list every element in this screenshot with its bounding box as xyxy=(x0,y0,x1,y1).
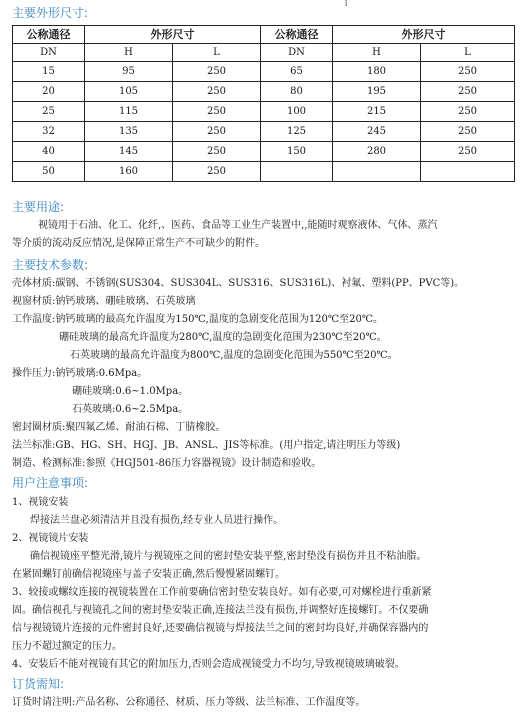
table-cell: 250 xyxy=(173,82,261,102)
note-3-text-4: 压力不超过额定的压力。 xyxy=(12,641,122,652)
top-mark: ǐ xyxy=(345,0,348,8)
dimensions-table xyxy=(12,25,515,182)
table-cell: 50 xyxy=(13,162,85,182)
table-cell: 250 xyxy=(173,142,261,162)
tech-temp-borosilicate: 硼硅玻璃的最高允许温度为280℃,温度的急剧变化范围为230℃至20℃。 xyxy=(59,332,387,343)
tech-pressure-sodalime: 操作压力:钠钙玻璃:0.6Mpa。 xyxy=(12,368,148,379)
table-row xyxy=(13,142,515,162)
table-cell: 280 xyxy=(333,142,421,162)
heading-dimensions: 主要外形尺寸: xyxy=(12,6,89,20)
table-cell: 250 xyxy=(173,62,261,82)
tech-flange-standard: 法兰标准:GB、HG、SH、HGJ、JB、ANSL、JIS等标准。(用户指定,请注明压力等级) xyxy=(12,440,401,451)
heading-tech-params: 主要技术参数: xyxy=(12,258,89,272)
table-cell: 250 xyxy=(421,142,515,162)
tech-window-material: 视窗材质:钠钙玻璃、硼硅玻璃、石英玻璃 xyxy=(12,296,196,307)
table-cell: 105 xyxy=(85,82,173,102)
use-line-2: 等介质的流动反应情况,是保障正常生产不可缺少的附件。 xyxy=(12,238,266,249)
tech-temp-quartz: 石英玻璃的最高允许温度为800℃,温度的急剧变化范围为550℃至20℃。 xyxy=(70,350,398,361)
table-row xyxy=(13,162,515,182)
table-cell: 15 xyxy=(13,62,85,82)
header-outer-size: 外形尺寸 xyxy=(85,26,261,44)
note-4-text: 4、安装后不能对视镜有其它的附加压力,否则会造成视镜受力不均匀,导致视镜玻璃破裂。 xyxy=(12,659,405,670)
heading-main-use: 主要用途: xyxy=(12,200,65,214)
table-cell: 20 xyxy=(13,82,85,102)
table-row xyxy=(13,122,515,142)
tech-temp-sodalime: 工作温度:钠钙玻璃的最高允许温度为150℃,温度的急剧变化范围为120℃至20℃。 xyxy=(12,314,384,325)
note-3-text-1: 3、较接或螺纹连接的视镜装置在工作前要确信密封垫安装良好。如有必要,可对螺栓进行重新紧 xyxy=(12,587,432,598)
table-cell: 95 xyxy=(85,62,173,82)
tech-shell-material: 壳体材质:碳钢、不锈钢(SUS304、SUS304L、SUS316、SUS316L)、衬氟、塑料(PP、PVC等)。 xyxy=(12,278,465,289)
table-row xyxy=(13,62,515,82)
table-cell: 180 xyxy=(333,62,421,82)
tech-manufacturing-standard: 制造、检测标准:参照《HGJ501-86压力容器视镜》设计制造和验收。 xyxy=(12,458,322,469)
table-cell: 245 xyxy=(333,122,421,142)
subheader-cell: L xyxy=(173,44,261,62)
table-cell: 25 xyxy=(13,102,85,122)
header-nominal-diameter: 公称通径 xyxy=(13,26,85,44)
table-cell: 115 xyxy=(85,102,173,122)
heading-order-info: 订货需知: xyxy=(12,677,65,691)
table-cell: 215 xyxy=(333,102,421,122)
table-cell: 250 xyxy=(421,122,515,142)
heading-user-notes: 用户注意事项: xyxy=(12,476,89,490)
header-nominal-diameter: 公称通径 xyxy=(261,26,333,44)
table-cell: 32 xyxy=(13,122,85,142)
table-cell: 125 xyxy=(261,122,333,142)
table-cell: 100 xyxy=(261,102,333,122)
table-cell xyxy=(333,162,421,182)
tech-pressure-borosilicate: 硼硅玻璃:0.6~1.0Mpa。 xyxy=(72,386,189,397)
subheader-cell: H xyxy=(333,44,421,62)
note-1-text: 焊接法兰盘必须清洁并且没有损伤,经专业人员进行操作。 xyxy=(30,515,284,526)
note-3-text-3: 信与视镜镜片连接的元件密封良好,还要确信视镜与焊接法兰之间的密封均良好,并确保容器内的 xyxy=(12,623,429,634)
table-cell: 250 xyxy=(173,162,261,182)
subheader-cell: DN xyxy=(13,44,85,62)
table-header-row xyxy=(13,26,515,44)
table-row xyxy=(13,102,515,122)
order-line: 订货时请注明:产品名称、公称通径、材质、压力等级、法兰标准、工作温度等。 xyxy=(12,697,366,708)
table-cell xyxy=(261,162,333,182)
note-2-title: 2、视镜镜片安装 xyxy=(12,533,89,544)
note-1-title: 1、视镜安装 xyxy=(12,497,69,508)
table-cell: 135 xyxy=(85,122,173,142)
note-2-text-2: 在紧固螺钉前确信视镜座与盖子安装正确,然后慢慢紧固螺钉。 xyxy=(12,569,286,580)
table-cell: 65 xyxy=(261,62,333,82)
header-outer-size: 外形尺寸 xyxy=(333,26,515,44)
table-cell: 40 xyxy=(13,142,85,162)
table-cell: 250 xyxy=(421,102,515,122)
note-2-text-1: 确信视镜座平整光滑,镜片与视镜座之间的密封垫安装平整,密封垫没有损伤并且不粘油脂。 xyxy=(30,551,427,562)
table-cell: 250 xyxy=(173,122,261,142)
note-3-text-2: 固。确信视孔与视镜孔之间的密封垫安装正确,连接法兰没有损伤,并调整好连接螺钉。不仅要确 xyxy=(12,605,429,616)
tech-pressure-quartz: 石英玻璃:0.6~2.5Mpa。 xyxy=(72,404,189,415)
table-cell: 250 xyxy=(421,62,515,82)
table-cell: 145 xyxy=(85,142,173,162)
table-cell: 195 xyxy=(333,82,421,102)
subheader-cell: L xyxy=(421,44,515,62)
table-cell: 160 xyxy=(85,162,173,182)
subheader-cell: DN xyxy=(261,44,333,62)
table-cell: 80 xyxy=(261,82,333,102)
subheader-cell: H xyxy=(85,44,173,62)
tech-seal-material: 密封圈材质:聚四氟乙烯、耐油石棉、丁腈橡胶。 xyxy=(12,422,226,433)
table-row xyxy=(13,82,515,102)
use-line-1: 视镜用于石油、化工、化纤,、医药、食品等工业生产装置中,,能随时观察液体、气体、蒸汽 xyxy=(38,220,438,231)
table-cell: 150 xyxy=(261,142,333,162)
table-subheader-row xyxy=(13,44,515,62)
table-cell: 250 xyxy=(421,82,515,102)
table-cell: 250 xyxy=(173,102,261,122)
table-cell xyxy=(421,162,515,182)
